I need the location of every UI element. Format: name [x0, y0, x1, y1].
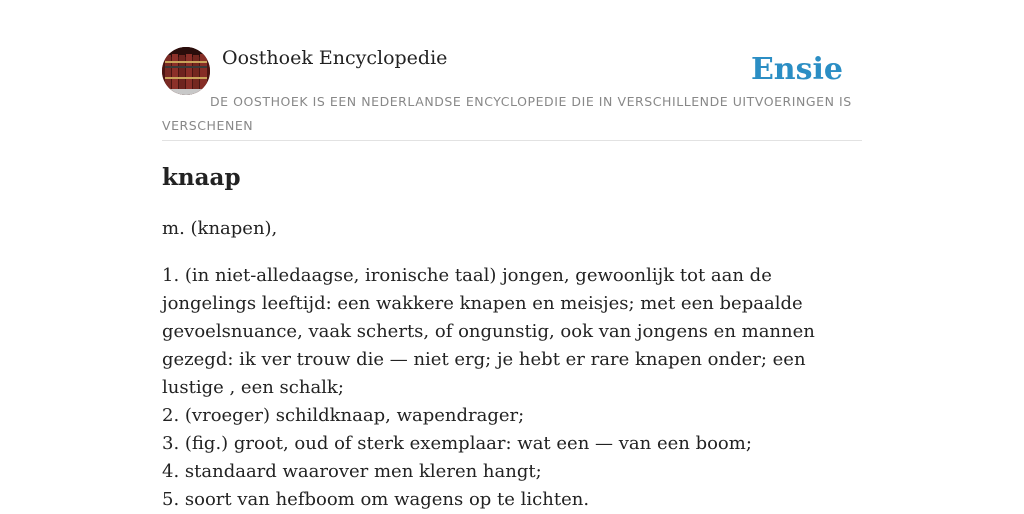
header [162, 46, 862, 141]
source-name[interactable]: Oosthoek Encyclopedie [222, 47, 448, 69]
sense-5: 5. soort van hefboom om wagens op te lichten. [162, 489, 590, 510]
entry-grammar: m. (knapen), [162, 218, 278, 239]
entry-content [162, 160, 867, 514]
entry-headword: knaap [162, 164, 241, 191]
encyclopedia-books-icon[interactable] [162, 47, 210, 95]
sense-2: 2. (vroeger) schildknaap, wapendrager; [162, 405, 525, 426]
ensie-logo[interactable]: Ensie [750, 52, 843, 87]
sense-1: 1. (in niet-alledaagse, ironische taal) jongen, gewoonlijk tot aan de jongelings leeftijd: een wakkere knapen en meisjes; met een bepaalde gevoelsnuance, vaak scherts, of ongunstig, ook van jongens en mannen gezegd: ik ver trouw die — niet erg; je hebt er rare knapen onder; een lustige , een schalk; [162, 265, 815, 398]
sense-3: 3. (fig.) groot, oud of sterk exemplaar: wat een — van een boom; [162, 433, 752, 454]
sense-4: 4. standaard waarover men kleren hangt; [162, 461, 542, 482]
entry-senses [162, 262, 867, 514]
source-tagline: DE OOSTHOEK IS EEN NEDERLANDSE ENCYCLOPEDIE DIE IN VERSCHILLENDE UITVOERINGEN IS VERSCHENEN [162, 94, 852, 133]
